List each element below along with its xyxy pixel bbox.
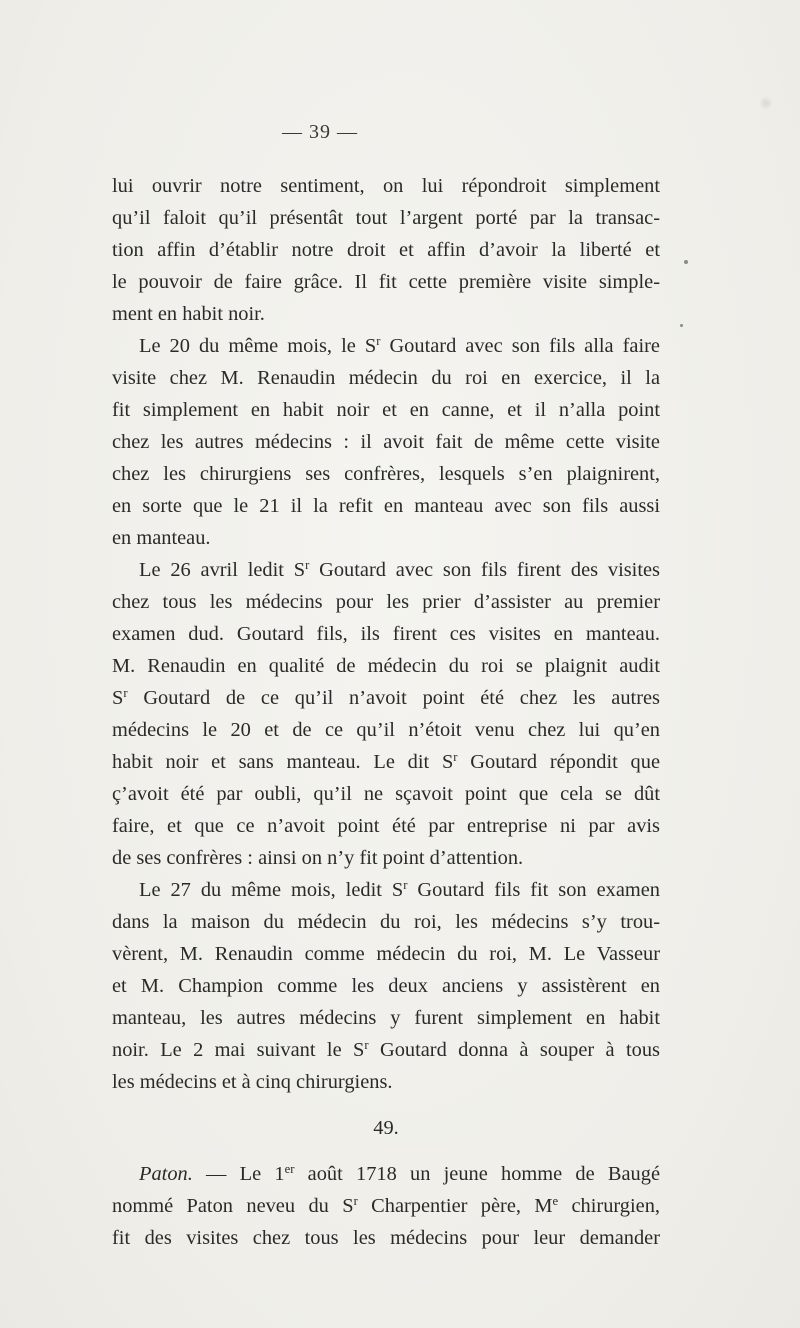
- text-span: chez les autres médecins : il avoit fait de même cette visite: [112, 431, 660, 453]
- italic-heading: Paton.: [139, 1163, 193, 1185]
- text-span: Goutard avec son fils alla faire: [380, 335, 660, 357]
- text-line: [112, 938, 660, 970]
- text-span: ç’avoit été par oubli, qu’il ne sçavoit point que cela se dût: [112, 783, 660, 805]
- text-line: [112, 1158, 660, 1190]
- text-span: et M. Champion comme les deux anciens y assistèrent en: [112, 975, 660, 997]
- text-span: chez les chirurgiens ses confrères, lesquels s’en plaignirent,: [112, 463, 660, 485]
- text-span: en manteau.: [112, 527, 211, 549]
- text-line: [112, 330, 660, 362]
- text-span: fit des visites chez tous les médecins pour leur demander: [112, 1227, 660, 1249]
- text-line: [112, 1222, 660, 1254]
- text-span: noir. Le 2 mai suivant le S: [112, 1039, 365, 1061]
- text-span: Goutard fils fit son examen: [407, 879, 660, 901]
- text-span: Goutard répondit que: [457, 751, 660, 773]
- text-span: Le 26 avril ledit S: [139, 559, 306, 581]
- text-line: [112, 650, 660, 682]
- text-line: [112, 426, 660, 458]
- text-line: [112, 234, 660, 266]
- text-span: Charpentier père, M: [357, 1195, 553, 1217]
- text-span: chirurgien,: [558, 1195, 661, 1217]
- text-line: [112, 490, 660, 522]
- text-span: manteau, les autres médecins y furent simplement en habit: [112, 1007, 660, 1029]
- text-span: Goutard donna à souper à tous: [368, 1039, 660, 1061]
- text-span: tion affin d’établir notre droit et affin d’avoir la liberté et: [112, 239, 660, 261]
- text-span: fit simplement en habit noir et en canne, et il n’alla point: [112, 399, 660, 421]
- superscript: r: [403, 878, 408, 893]
- text-line: [112, 778, 660, 810]
- text-span: — Le 1: [192, 1163, 285, 1185]
- text-span: examen dud. Goutard fils, ils firent ces visites en manteau.: [112, 623, 660, 645]
- text-line: [112, 970, 660, 1002]
- text-line: [112, 554, 660, 586]
- text-span: nommé Paton neveu du S: [112, 1195, 354, 1217]
- text-line: [112, 266, 660, 298]
- text-line: [112, 522, 660, 554]
- text-span: vèrent, M. Renaudin comme médecin du roi, M. Le Vasseur: [112, 943, 660, 965]
- paper-spot: [760, 96, 772, 110]
- text-span: Goutard avec son fils firent des visites: [309, 559, 660, 581]
- text-line: [112, 746, 660, 778]
- text-line: [112, 810, 660, 842]
- text-line: [112, 1002, 660, 1034]
- text-span: habit noir et sans manteau. Le dit S: [112, 751, 454, 773]
- text-span: Le 20 du même mois, le S: [139, 335, 377, 357]
- text-line: [112, 202, 660, 234]
- body-text: [112, 170, 660, 1254]
- text-line: [112, 586, 660, 618]
- text-span: Goutard de ce qu’il n’avoit point été chez les autres: [127, 687, 660, 709]
- text-line: [112, 458, 660, 490]
- superscript: r: [305, 558, 310, 573]
- text-span: faire, et que ce n’avoit point été par entreprise ni par avis: [112, 815, 660, 837]
- superscript: r: [123, 686, 128, 701]
- superscript: e: [552, 1194, 559, 1209]
- text-line: [112, 842, 660, 874]
- text-span: août 1718 un jeune homme de Baugé: [294, 1163, 660, 1185]
- text-span: de ses confrères : ainsi on n’y fit point d’attention.: [112, 847, 524, 869]
- text-line: [112, 714, 660, 746]
- text-span: les médecins et à cinq chirurgiens.: [112, 1071, 393, 1093]
- text-span: lui ouvrir notre sentiment, on lui répondroit simplement: [112, 175, 660, 197]
- text-span: le pouvoir de faire grâce. Il fit cette première visite simple-: [112, 271, 660, 293]
- text-line: [112, 394, 660, 426]
- superscript: r: [353, 1194, 358, 1209]
- text-line: [112, 1066, 660, 1098]
- text-line: [112, 1190, 660, 1222]
- text-line: [112, 874, 660, 906]
- superscript: r: [376, 334, 381, 349]
- text-span: S: [112, 687, 124, 709]
- margin-mark: [684, 260, 688, 264]
- page-number: — 39 —: [282, 121, 358, 143]
- text-line: [112, 1034, 660, 1066]
- text-line: [112, 682, 660, 714]
- text-span: ment en habit noir.: [112, 303, 265, 325]
- margin-mark: [680, 324, 683, 327]
- text-span: M. Renaudin en qualité de médecin du roi se plaignit audit: [112, 655, 660, 677]
- superscript: er: [284, 1162, 295, 1177]
- text-line: [112, 362, 660, 394]
- text-span: médecins le 20 et de ce qu’il n’étoit venu chez lui qu’en: [112, 719, 660, 741]
- text-span: Le 27 du même mois, ledit S: [139, 879, 404, 901]
- text-span: dans la maison du médecin du roi, les médecins s’y trou-: [112, 911, 660, 933]
- text-line: [112, 618, 660, 650]
- superscript: r: [364, 1038, 369, 1053]
- text-span: chez tous les médecins pour les prier d’assister au premier: [112, 591, 660, 613]
- section-number: [112, 1112, 660, 1144]
- superscript: r: [453, 750, 458, 765]
- text-span: qu’il faloit qu’il présentât tout l’argent porté par la transac-: [112, 207, 660, 229]
- text-span: 49.: [373, 1117, 399, 1139]
- text-span: visite chez M. Renaudin médecin du roi en exercice, il la: [112, 367, 660, 389]
- text-line: [112, 906, 660, 938]
- text-span: en sorte que le 21 il la refit en manteau avec son fils aussi: [112, 495, 660, 517]
- text-line: [112, 298, 660, 330]
- text-line: [112, 170, 660, 202]
